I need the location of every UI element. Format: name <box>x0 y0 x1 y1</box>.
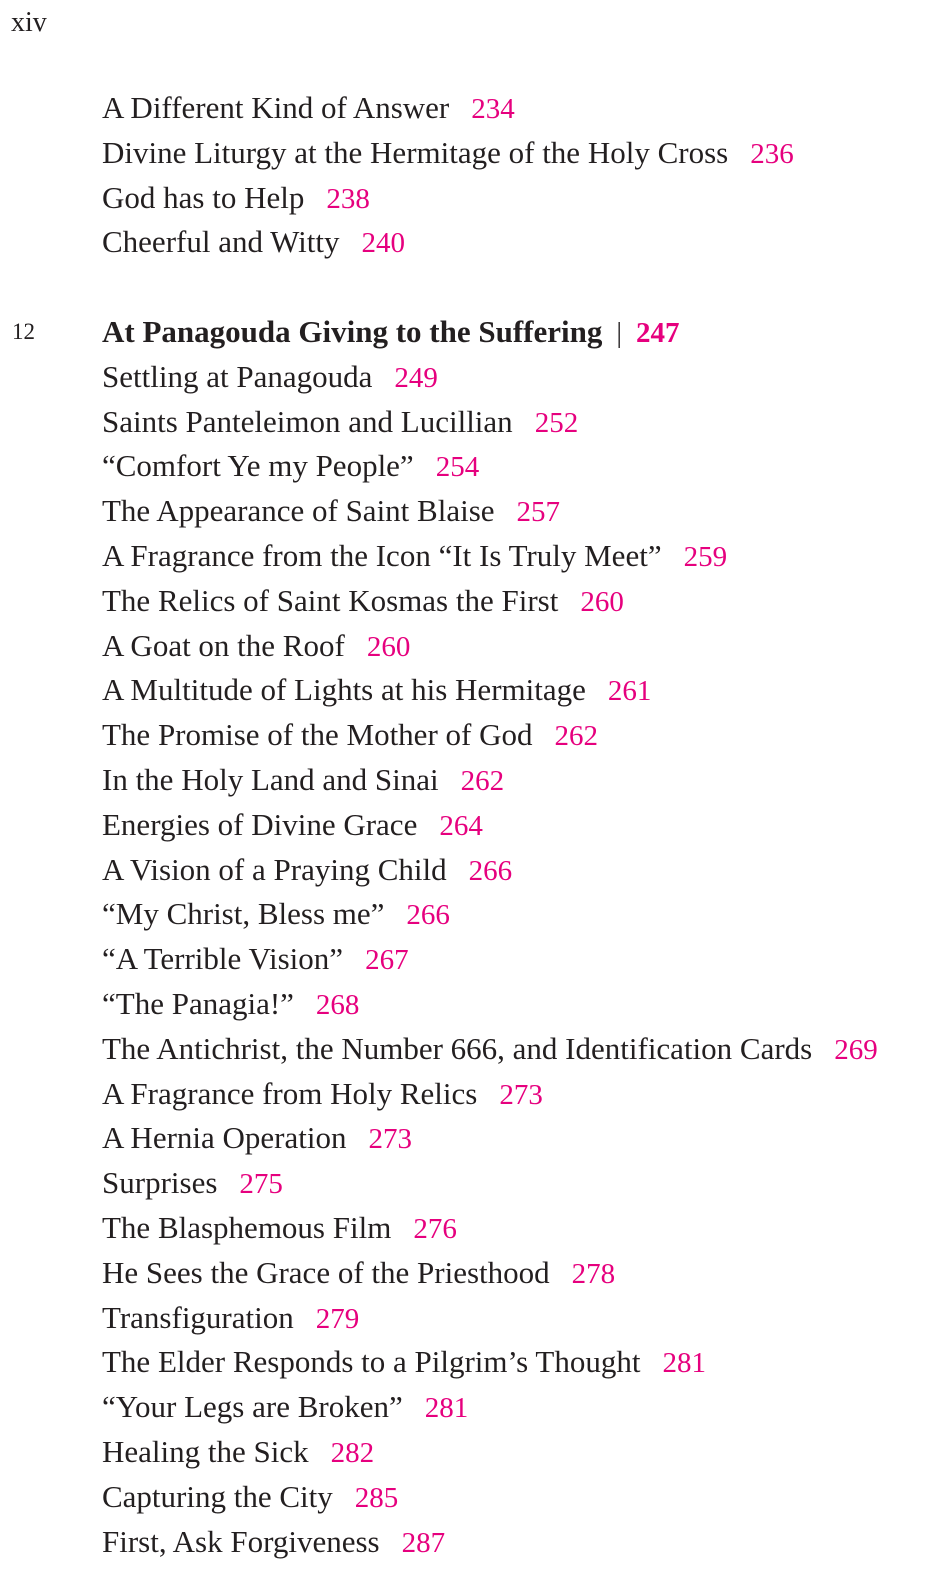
toc-entry-page: 254 <box>435 451 480 484</box>
toc-entry-title: A Different Kind of Answer <box>102 90 450 125</box>
toc-entry[interactable] <box>0 803 947 848</box>
toc-entry-page: 273 <box>368 1123 412 1156</box>
page-folio: xiv <box>11 7 47 38</box>
toc-entry-title: A Fragrance from the Icon “It Is Truly Meet” <box>102 537 662 573</box>
toc-entry[interactable] <box>0 400 947 445</box>
toc-entry[interactable] <box>0 86 947 131</box>
toc-entry[interactable] <box>0 624 947 669</box>
toc-entry-title: A Hernia Operation <box>102 1120 347 1156</box>
toc-entry-title: Saints Panteleimon and Lucillian <box>102 403 513 439</box>
toc-entry-page: 276 <box>413 1212 457 1245</box>
toc-entry-page: 257 <box>516 496 561 529</box>
toc-entry[interactable] <box>0 1206 947 1251</box>
toc-entry[interactable] <box>0 1251 947 1296</box>
chapter-page: 247 <box>635 317 680 349</box>
toc-entry-page: 234 <box>471 93 515 125</box>
toc-entry[interactable] <box>0 131 947 176</box>
toc-entry-title: Healing the Sick <box>102 1433 309 1469</box>
toc-entry[interactable] <box>0 489 947 534</box>
toc-entry-title: “A Terrible Vision” <box>102 941 344 977</box>
toc-entry-title: The Promise of the Mother of God <box>102 717 533 753</box>
toc-entry[interactable] <box>0 937 947 982</box>
toc-entry-title: Transfiguration <box>102 1299 294 1335</box>
toc-entry[interactable] <box>0 444 947 489</box>
toc-entry-page: 266 <box>406 899 450 932</box>
chapter-number: 12 <box>12 319 35 344</box>
toc-entry-page: 269 <box>834 1033 878 1066</box>
toc-entry[interactable] <box>0 220 947 265</box>
toc-entry[interactable] <box>0 176 947 221</box>
toc-entry-title: He Sees the Grace of the Priesthood <box>102 1254 550 1290</box>
toc-entry-title: The Relics of Saint Kosmas the First <box>102 582 559 618</box>
toc-entry-page: 261 <box>607 675 652 708</box>
toc-entry[interactable] <box>0 758 947 803</box>
toc-entry[interactable] <box>0 1027 947 1072</box>
toc-entry-page: 266 <box>468 854 513 887</box>
toc-entry-page: 268 <box>315 988 360 1021</box>
toc-entry[interactable] <box>0 1520 947 1565</box>
toc-entry[interactable] <box>0 1296 947 1341</box>
toc-entry[interactable] <box>0 713 947 758</box>
toc-entry-title: Settling at Panagouda <box>102 358 373 394</box>
toc-entry-page: 259 <box>683 540 728 573</box>
toc-entry-title: A Goat on the Roof <box>102 627 345 663</box>
toc-entry-page: 260 <box>366 630 411 663</box>
chapter-title: At Panagouda Giving to the Suffering <box>102 314 603 349</box>
toc-entry-title: In the Holy Land and Sinai <box>102 761 439 797</box>
toc-entry-page: 240 <box>361 227 406 260</box>
toc-entry[interactable] <box>0 1161 947 1206</box>
toc-entry-title: God has to Help <box>102 179 305 215</box>
toc-entry-page: 238 <box>326 182 370 215</box>
toc-entry[interactable] <box>0 1072 947 1117</box>
toc-entry-page: 262 <box>460 764 505 797</box>
toc-entry[interactable] <box>0 982 947 1027</box>
toc-entry-page: 285 <box>354 1481 399 1514</box>
toc-entry-page: 275 <box>239 1168 283 1201</box>
toc-entry-page: 236 <box>750 137 794 170</box>
toc-entry[interactable] <box>0 534 947 579</box>
toc-entry-title: The Blasphemous Film <box>102 1209 392 1245</box>
toc-entry-page: 249 <box>394 361 438 394</box>
toc-entry-page: 260 <box>580 585 624 618</box>
toc-entry-title: Cheerful and Witty <box>102 224 340 260</box>
toc-entry-title: “My Christ, Bless me” <box>102 896 385 932</box>
toc-entry-title: Divine Liturgy at the Hermitage of the Holy Cross <box>102 134 729 170</box>
toc-entry[interactable] <box>0 579 947 624</box>
toc-entry-page: 264 <box>439 809 483 842</box>
toc-entry-page: 262 <box>554 720 598 753</box>
toc-entry-page: 279 <box>315 1302 360 1335</box>
previous-chapter-entries <box>0 86 947 265</box>
toc-entry[interactable] <box>0 1340 947 1385</box>
toc-entry-title: The Elder Responds to a Pilgrim’s Thought <box>102 1344 641 1380</box>
toc-entry-title: First, Ask Forgiveness <box>102 1523 380 1559</box>
toc-entry[interactable] <box>0 668 947 713</box>
toc-entry-title: A Fragrance from Holy Relics <box>102 1075 478 1111</box>
toc-entry[interactable] <box>0 892 947 937</box>
toc-entry[interactable] <box>0 1430 947 1475</box>
toc-entry-title: The Antichrist, the Number 666, and Identification Cards <box>102 1030 813 1066</box>
toc-entry-page: 252 <box>534 406 579 439</box>
toc-entry[interactable] <box>0 848 947 893</box>
toc-entry[interactable] <box>0 1475 947 1520</box>
toc-entry-title: A Vision of a Praying Child <box>102 851 447 887</box>
toc-entry-title: The Appearance of Saint Blaise <box>102 493 495 529</box>
toc-entry-page: 278 <box>571 1257 616 1290</box>
toc-entry[interactable] <box>0 355 947 400</box>
toc-entry[interactable] <box>0 1116 947 1161</box>
chapter-heading[interactable] <box>0 310 947 355</box>
toc-entry[interactable] <box>0 1385 947 1430</box>
toc-entry-page: 267 <box>365 944 409 977</box>
toc-entry-title: “The Panagia!” <box>102 985 294 1021</box>
toc-entry-title: A Multitude of Lights at his Hermitage <box>102 672 586 708</box>
toc-entry-page: 287 <box>401 1526 446 1559</box>
toc-entry-title: Capturing the City <box>102 1478 333 1514</box>
chapter-separator: | <box>616 318 622 349</box>
toc-entry-title: “Comfort Ye my People” <box>102 448 414 484</box>
toc-entry-title: Energies of Divine Grace <box>102 806 418 842</box>
toc-entry-page: 281 <box>424 1392 469 1425</box>
toc-entry-title: Surprises <box>102 1165 218 1201</box>
toc-entry-title: “Your Legs are Broken” <box>102 1389 403 1425</box>
toc-entry-page: 282 <box>330 1436 375 1469</box>
toc-entry-page: 273 <box>499 1078 543 1111</box>
toc-entry-page: 281 <box>662 1347 706 1380</box>
chapter-12-section <box>0 310 947 1564</box>
